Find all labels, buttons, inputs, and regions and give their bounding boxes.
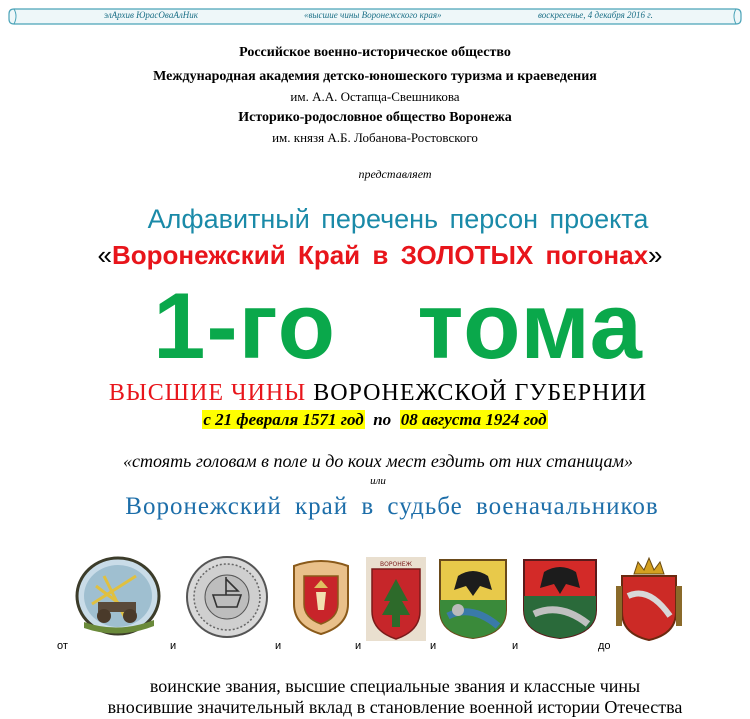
or-text: или — [370, 475, 386, 487]
emblem-shield-1-icon — [286, 558, 356, 638]
title-line-3: Воронежский край в судьбе военачальников — [125, 493, 659, 520]
org-line-5: им. князя А.Б. Лобанова-Ростовского — [272, 130, 478, 145]
title-line-1: Алфавитный перечень персон проекта — [147, 204, 649, 234]
header-left-text: элАрхив ЮрасОвaАлНик — [104, 10, 198, 20]
emblem-cannon-icon — [74, 556, 168, 642]
header-right-text: воскресенье, 4 декабря 2016 г. — [538, 10, 653, 20]
connector-and-2: и — [275, 640, 282, 652]
date-to: 08 августа 1924 год — [400, 410, 547, 429]
quote-text: «стоять головам в поле и до коих мест ездить от них станицам» — [123, 451, 633, 471]
org-line-4: Историко-родословное общество Воронежа — [238, 110, 512, 125]
emblem-crowned-shield-icon — [614, 556, 684, 642]
connector-to: до — [598, 640, 611, 652]
header-banner — [8, 6, 742, 26]
emblem-seal-icon — [180, 555, 276, 641]
presents-text: представляет — [358, 167, 432, 181]
date-mid: по — [373, 410, 392, 429]
connector-and-1: и — [170, 640, 177, 652]
emblem-eagle-2-icon — [520, 556, 600, 640]
connector-and-5: и — [512, 640, 519, 652]
dates-line — [0, 410, 750, 430]
org-line-1: Российское военно-историческое общество — [239, 45, 511, 60]
connector-and-3: и — [355, 640, 362, 652]
header-center-text: «высшие чины Воронежского края» — [304, 10, 442, 20]
ranks-red-text: ВЫСШИЕ ЧИНЫ — [108, 380, 307, 406]
volume-title: 1-го тома — [153, 273, 643, 378]
connector-from: от — [57, 640, 68, 652]
svg-text:ВОРОНЕЖ: ВОРОНЕЖ — [380, 561, 412, 568]
project-name: Воронежский Край в ЗОЛОТЫХ погонах — [111, 240, 649, 270]
org-line-2: Международная академия детско-юношеского туризма и краеведения — [153, 69, 597, 84]
emblem-eagle-1-icon — [436, 556, 510, 640]
title-line-2 — [0, 240, 750, 271]
connector-and-4: и — [430, 640, 437, 652]
bottom-line-1: воинские звания, высшие специальные звания и классные чины — [149, 676, 641, 696]
ranks-line — [0, 380, 750, 407]
bottom-line-2: вносившие значительный вклад в становление военной истории Отечества — [107, 697, 683, 717]
org-line-3: им. А.А. Остапца-Свешникова — [290, 89, 460, 104]
date-from: с 21 февраля 1571 год — [203, 410, 364, 429]
title-close-quote: » — [648, 240, 663, 270]
ranks-black-text: ВОРОНЕЖСКОЙ ГУБЕРНИИ — [306, 380, 648, 406]
title-open-quote: « — [97, 240, 112, 270]
emblem-tree-icon — [364, 555, 428, 643]
